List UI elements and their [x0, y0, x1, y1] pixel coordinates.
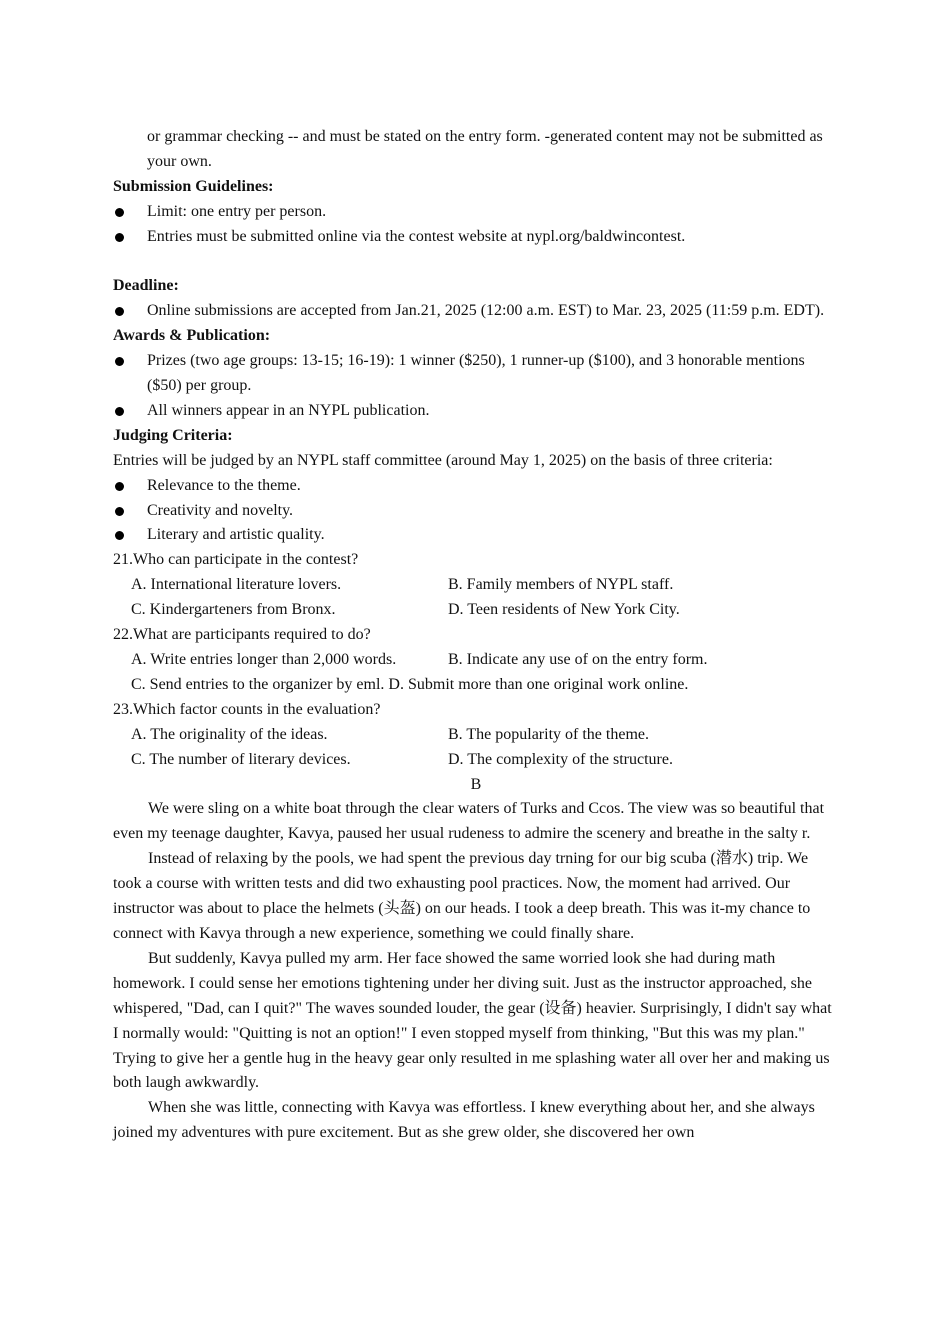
option-c: C. The number of literary devices.: [131, 750, 351, 768]
bullet-item: Prizes (two age groups: 13-15; 16-19): 1 winner ($250), 1 runner-up ($100), and 3 honorable mentions ($50) per group.: [113, 349, 839, 399]
bullet-item: Online submissions are accepted from Jan.21, 2025 (12:00 a.m. EST) to Mar. 23, 2025 (11:59 p.m. EDT).: [113, 299, 839, 324]
submission-heading: Submission Guidelines:: [113, 177, 274, 195]
passage-paragraph: We were sling on a white boat through the clear waters of Turks and Ccos. The view was so beautiful that even my teenage daughter, Kavya, paused her usual rudeness to admire the scenery and breathe in the salty r.: [113, 800, 825, 843]
option-d: D. Teen residents of New York City.: [448, 601, 680, 619]
question-23: 23.Which factor counts in the evaluation?: [113, 700, 381, 718]
awards-heading: Awards & Publication:: [113, 327, 271, 345]
option-a: A. The originality of the ideas.: [131, 725, 328, 743]
document-page: [113, 125, 839, 1146]
option-a: A. International literature lovers.: [131, 576, 342, 594]
bullet-item: Limit: one entry per person.: [113, 200, 839, 225]
bullet-item: Entries must be submitted online via the contest website at nypl.org/baldwincontest.: [113, 225, 839, 250]
option-a: A. Write entries longer than 2,000 words.: [131, 651, 397, 669]
question-21: 21.Who can participate in the contest?: [113, 551, 359, 569]
option-c: C. Kindergarteners from Bronx.: [131, 601, 336, 619]
intro-continuation: or grammar checking -- and must be stated on the entry form. -generated content may not be submitted as your own.: [147, 128, 823, 170]
option-d: D. The complexity of the structure.: [448, 750, 673, 768]
judging-text: Entries will be judged by an NYPL staff committee (around May 1, 2025) on the basis of three criteria:: [113, 451, 773, 469]
section-label: B: [470, 775, 482, 793]
question-22: 22.What are participants required to do?: [113, 626, 371, 644]
option-b: B. Indicate any use of on the entry form.: [448, 651, 708, 669]
bullet-item: Relevance to the theme.: [113, 474, 839, 499]
passage-paragraph: When she was little, connecting with Kavya was effortless. I knew everything about her, and she always joined my adventures with pure excitement. But as she grew older, she discovered her own: [113, 1099, 815, 1142]
option-c-d: C. Send entries to the organizer by eml. D. Submit more than one original work online.: [131, 675, 689, 693]
judging-heading: Judging Criteria:: [113, 426, 233, 444]
bullet-item: Literary and artistic quality.: [113, 523, 839, 548]
bullet-item: All winners appear in an NYPL publication.: [113, 399, 839, 424]
bullet-item: Creativity and novelty.: [113, 499, 839, 524]
option-b: B. The popularity of the theme.: [448, 725, 649, 743]
passage-paragraph: But suddenly, Kavya pulled my arm. Her face showed the same worried look she had during math homework. I could sense her emotions tightening under her diving suit. Just as the instructor approached, she whispered, "Dad, can I quit?" The waves sounded louder, the gear (设备) heavier. Surprisingly, I didn't say what I normally would: "Quitting is not an option!" I even stopped myself from thinking, "But this was my plan." Trying to give her a gentle hug in the heavy gear only resulted in me splashing water all over her and making us both laugh awkwardly.: [113, 949, 832, 1092]
option-b: B. Family members of NYPL staff.: [448, 576, 674, 594]
deadline-heading: Deadline:: [113, 277, 179, 295]
passage-paragraph: Instead of relaxing by the pools, we had spent the previous day trning for our big scuba (潜水) trip. We took a course with written tests and did two exhausting pool practices. Now, the moment had arrived. Our instructor was about to place the helmets (头盔) on our heads. I took a deep breath. This was it-my chance to connect with Kavya through a new experience, something we could finally share.: [113, 850, 811, 942]
